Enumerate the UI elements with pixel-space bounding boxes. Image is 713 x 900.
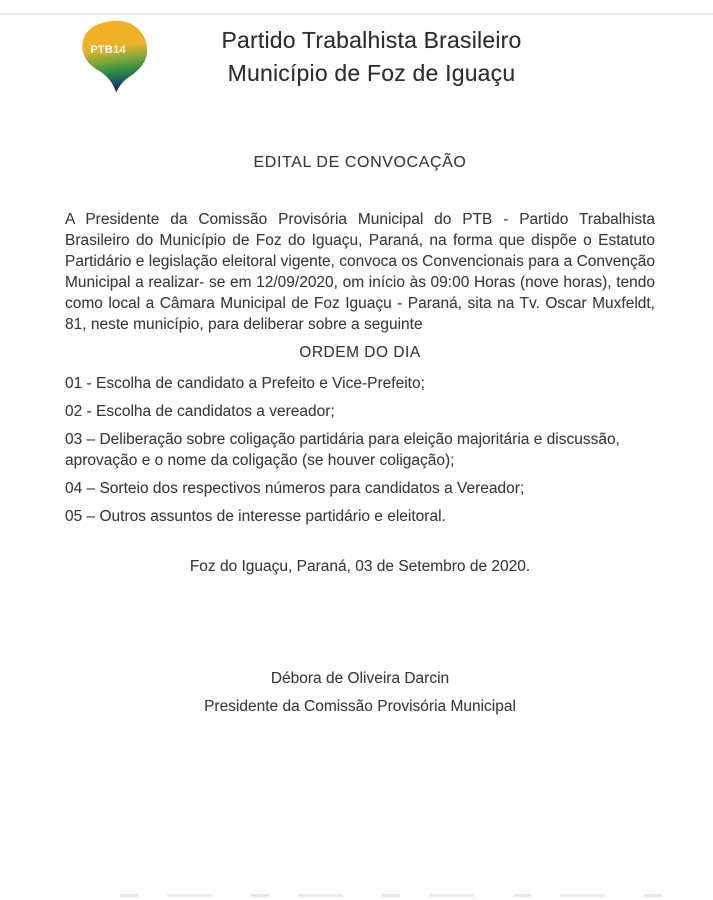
agenda-item: 02 - Escolha de candidatos a vereador;: [65, 403, 335, 420]
agenda-item: 05 – Outros assuntos de interesse partidário e eleitoral.: [65, 508, 446, 525]
party-name: Partido Trabalhista Brasileiro: [221, 27, 522, 53]
agenda-item: 01 - Escolha de candidato a Prefeito e Vice-Prefeito;: [65, 375, 425, 392]
letterhead: [0, 0, 713, 100]
agenda-list: [65, 373, 655, 527]
signature-block: [65, 668, 655, 717]
agenda-title: ORDEM DO DIA: [299, 344, 421, 361]
signature-title: Presidente da Comissão Provisória Municipal: [204, 698, 516, 715]
ptb-party-logo: [76, 16, 152, 96]
ptb-drop-icon: [76, 16, 152, 96]
agenda-item: 03 – Deliberação sobre coligação partidária para eleição majoritária e discussão, aprovação e o nome da coligação (se houver coligação);: [65, 431, 620, 469]
ptb-logo-label: PTB14: [90, 43, 126, 56]
document-body: [0, 154, 713, 717]
document-title: EDITAL DE CONVOCAÇÃO: [253, 154, 467, 171]
scan-bottom-artifact: [120, 894, 665, 897]
dateline: Foz do Iguaçu, Paraná, 03 de Setembro de 2020.: [189, 558, 531, 575]
agenda-item: 04 – Sorteio dos respectivos números para candidatos a Vereador;: [65, 480, 525, 497]
intro-paragraph: A Presidente da Comissão Provisória Municipal do PTB - Partido Trabalhista Brasileiro do Município de Foz do Iguaçu, Paraná, na forma que dispõe o Estatuto Partidário e legislação eleitoral vigente, convoca os Convencionais para a Convenção Municipal a realizar- se em 12/09/2020, om início às 09:00 Horas (nove horas), tendo como local a Câmara Municipal de Foz Iguaçu - Paraná, sita na Tv. Oscar Muxfeldt, 81, neste município, para deliberar sobre a seguinte: [65, 211, 655, 333]
municipality-name: Município de Foz de Iguaçu: [227, 60, 516, 86]
signature-name: Débora de Oliveira Darcin: [270, 670, 450, 687]
